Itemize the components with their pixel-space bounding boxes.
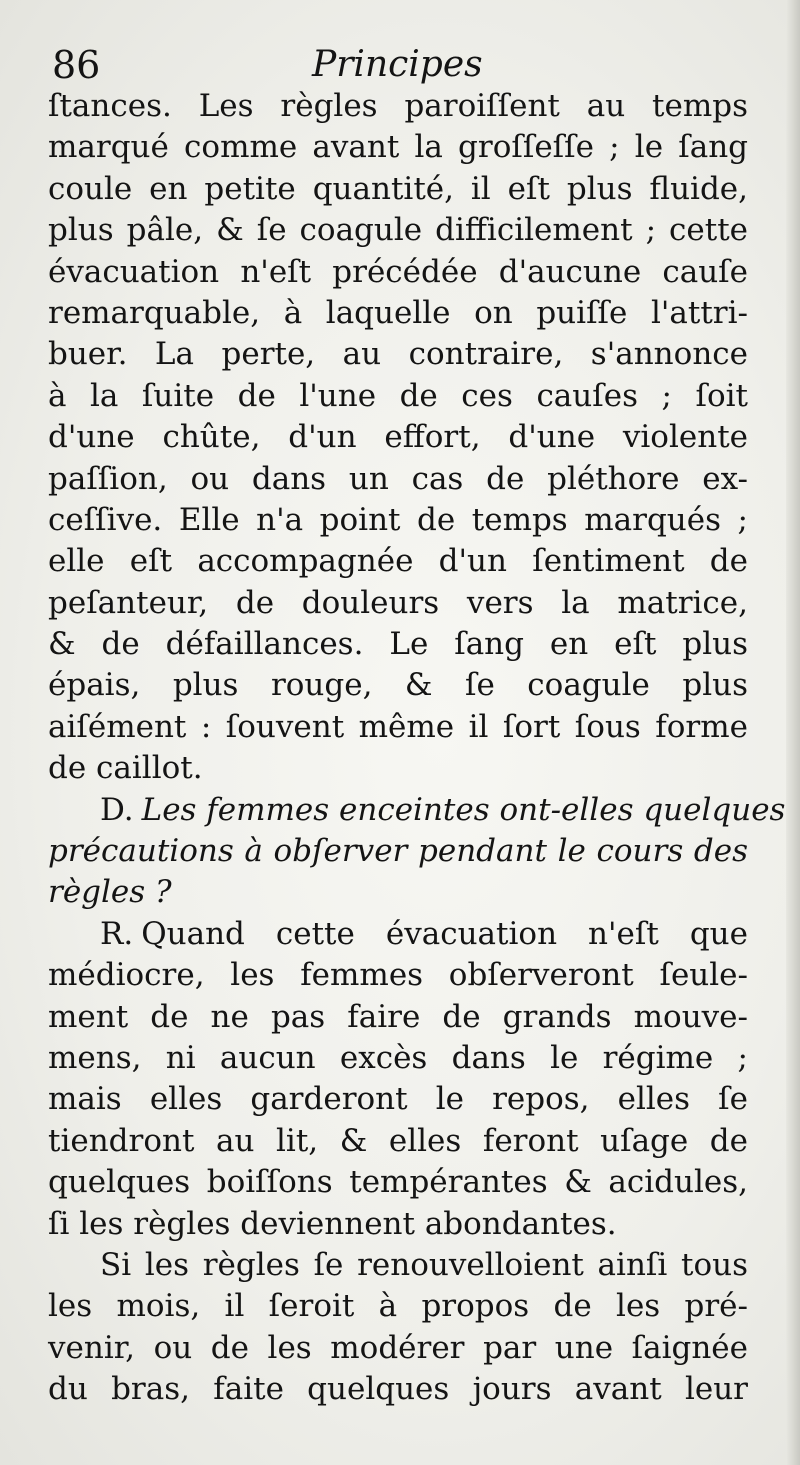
text-line: marqué comme avant la groſſeſſe ; le ſang <box>48 129 748 166</box>
text-line: remarquable, à laquelle on puiſſe l'attri- <box>48 294 748 331</box>
answer-line: ſi les règles deviennent abondantes. <box>48 1205 617 1242</box>
page-header <box>46 40 746 90</box>
running-title: Principes <box>312 44 483 85</box>
text-line: à la ſuite de l'une de ces cauſes ; ſoit <box>48 377 748 414</box>
text-line: peſanteur, de douleurs vers la matrice, <box>48 584 748 621</box>
text-line: coule en petite quantité, il eſt plus fluide, <box>48 170 748 207</box>
text-line: paſſion, ou dans un cas de pléthore ex- <box>48 460 748 497</box>
text-line: elle eſt accompagnée d'un ſentiment de <box>48 543 748 580</box>
question-line: règles ? <box>48 874 172 911</box>
page-number: 86 <box>52 43 101 87</box>
answer-line: médiocre, les femmes obſerveront ſeule- <box>48 957 748 994</box>
text-line: aiſément : ſouvent même il ſort ſous forme <box>48 708 748 745</box>
question-line <box>48 790 786 831</box>
answer-label: R. <box>100 915 134 952</box>
text-line: & de défaillances. Le ſang en eſt plus <box>48 626 748 663</box>
answer-line: mais elles garderont le repos, elles ſe <box>48 1081 748 1118</box>
answer-line <box>48 914 748 955</box>
text-line: ceſſive. Elle n'a point de temps marqués ; <box>48 501 748 538</box>
answer-paragraph <box>48 914 748 1245</box>
text-line: évacuation n'eſt précédée d'aucune cauſe <box>48 253 748 290</box>
text-line: d'une chûte, d'un effort, d'une violente <box>48 419 748 456</box>
body-text <box>48 86 786 1411</box>
text-line: ſtances. Les règles paroiſſent au temps <box>48 88 748 124</box>
answer-text: Quand cette évacuation n'eſt que <box>141 915 748 952</box>
final-line: du bras, faite quelques jours avant leur <box>48 1371 748 1408</box>
text-line: de caillot. <box>48 750 203 787</box>
final-line: venir, ou de les modérer par une ſaignée <box>48 1329 748 1366</box>
answer-line: tiendront au lit, & elles feront uſage de <box>48 1122 748 1159</box>
question-text: Les femmes enceintes ont-elles quelques <box>141 791 786 828</box>
final-line: Si les règles ſe renouvelloient ainſi tous <box>100 1246 748 1283</box>
final-paragraph <box>48 1245 748 1411</box>
question-paragraph <box>48 790 786 914</box>
page-edge-shadow <box>786 0 800 1465</box>
text-line: plus pâle, & ſe coagule difficilement ; cette <box>48 212 748 249</box>
question-line: précautions à obſerver pendant le cours des <box>48 833 748 870</box>
answer-line: quelques boiſſons tempérantes & acidules, <box>48 1164 748 1201</box>
answer-line: ment de ne pas faire de grands mouve- <box>48 998 748 1035</box>
final-line: les mois, il ſeroit à propos de les pré- <box>48 1288 748 1325</box>
question-label: D. <box>100 791 134 828</box>
text-line: épais, plus rouge, & ſe coagule plus <box>48 667 748 704</box>
answer-line: mens, ni aucun excès dans le régime ; <box>48 1039 748 1076</box>
text-line: buer. La perte, au contraire, s'annonce <box>48 336 748 373</box>
